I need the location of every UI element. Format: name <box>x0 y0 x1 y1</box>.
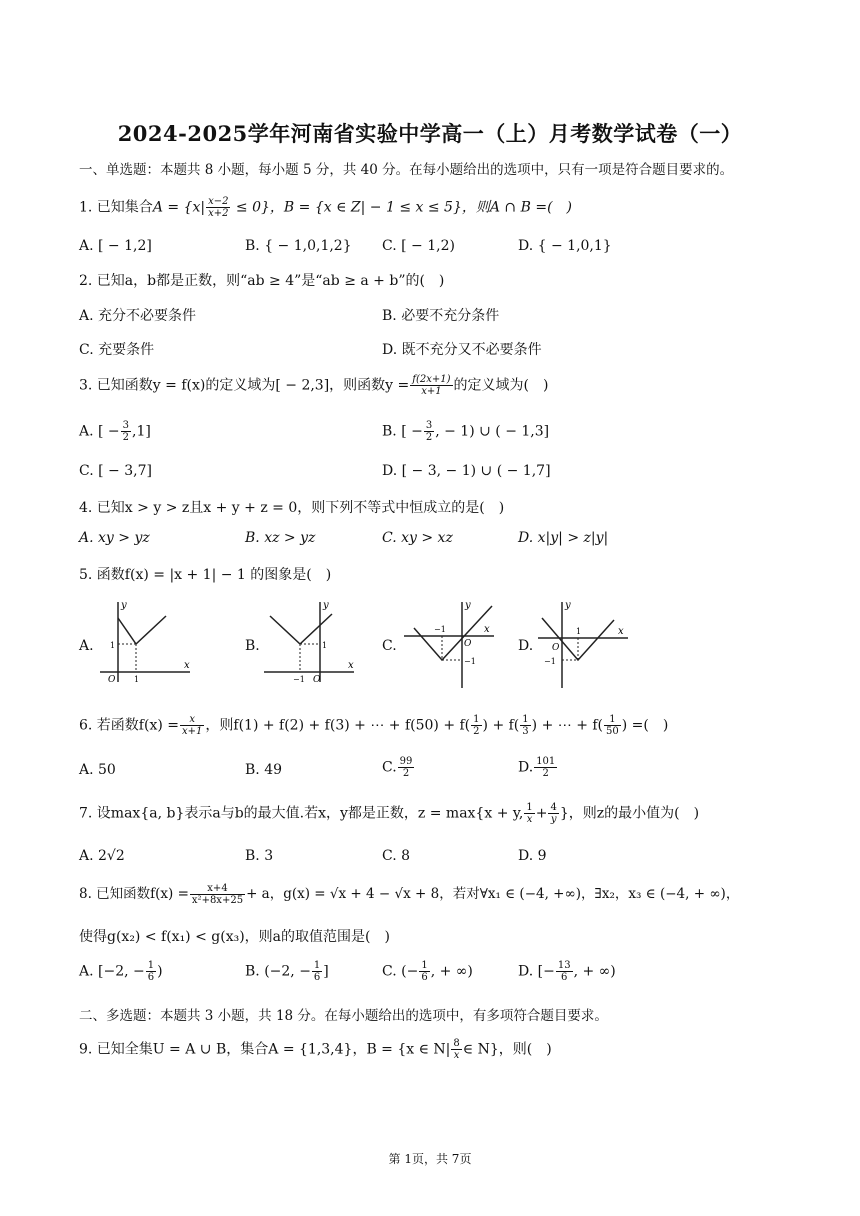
q2-option-b[interactable]: B. 必要不充分条件 <box>382 308 500 324</box>
q1-option-c[interactable]: C. [ − 1,2) <box>382 238 455 254</box>
question-8-stem: 8. 已知函数f(x) = $\frac{x+4}{\text{x²+8x+25}}$ + a，g(x) = √x + 4 − √x + 8，若对∀x₁ ∈ (−4, +∞)，∃x₂，x₃ ∈ (−4, + ∞)， <box>79 883 740 906</box>
question-2-stem: 2. 已知a，b都是正数，则“ab ≥ 4”是“ab ≥ a + b”的( ) <box>79 273 445 289</box>
y-axis-label: y <box>323 600 329 611</box>
q5-graph-c[interactable] <box>400 598 500 690</box>
q8-option-a[interactable]: A. [−2, − $\frac{1}{6}$ ) <box>79 960 163 983</box>
q6-option-b[interactable]: B. 49 <box>245 762 283 778</box>
question-9-stem: 9. 已知全集U = A ∪ B，集合A = {1,3,4}，B = {x ∈ N| $\frac{8}{x}$ ∈ N}，则( ) <box>79 1038 552 1061</box>
origin-label: O <box>552 643 560 653</box>
x-axis-label: x <box>618 626 624 637</box>
q8-option-d[interactable]: D. [− $\frac{13}{6}$ , + ∞) <box>518 960 616 983</box>
origin-label: O <box>464 639 472 649</box>
q4-option-d[interactable]: D. x|y| > z|y| <box>518 530 609 546</box>
q6-option-c[interactable]: C. $\frac{99}{2}$ <box>382 756 413 779</box>
origin-label: O <box>108 675 116 684</box>
q6-option-d[interactable]: D. $\frac{101}{2}$ <box>518 756 556 779</box>
q4-option-b[interactable]: B. xz > yz <box>245 530 316 546</box>
q8-option-b[interactable]: B. (−2, − $\frac{1}{6}$ ] <box>245 960 329 983</box>
fraction: $\frac{8}{x}$ <box>453 1038 460 1061</box>
section-1-heading: 一、单选题：本题共 8 小题，每小题 5 分，共 40 分。在每小题给出的选项中，只有一项是符合题目要求的。 <box>79 162 734 178</box>
q1-option-b[interactable]: B. { − 1,0,1,2} <box>245 238 352 254</box>
y-axis-label: y <box>465 600 471 611</box>
fraction: $\frac{3}{2}$ <box>122 420 130 443</box>
y-axis-label: y <box>121 600 127 611</box>
x-axis-label: x <box>484 624 490 635</box>
fraction: $\frac{1}{2}$ <box>473 714 480 737</box>
q3-option-d[interactable]: D. [ − 3, − 1) ∪ ( − 1,7] <box>382 463 551 479</box>
question-1-stem: 1. 已知集合A = {x| $\frac{x-2}{x+2}$ ≤ 0}，B = {x ∈ Z| − 1 ≤ x ≤ 5}，则A ∩ B =( ) <box>79 196 572 219</box>
fraction: $\frac{1}{x}$ <box>526 802 533 825</box>
fraction: $\frac{x}{x+1}$ <box>182 714 203 737</box>
q5-option-a-label[interactable]: A. <box>79 638 94 654</box>
q6-option-a[interactable]: A. 50 <box>79 762 116 778</box>
q7-option-a[interactable]: A. 2√2 <box>79 848 125 864</box>
question-5-stem: 5. 函数f(x) = |x + 1| − 1 的图象是( ) <box>79 567 332 583</box>
fraction: $\frac{13}{6}$ <box>557 960 571 983</box>
fraction: $\frac{99}{2}$ <box>399 756 413 779</box>
question-3-stem: 3. 已知函数y = f(x)的定义域为[ − 2,3]，则函数y = $\frac{f(2x+1)}{x+1}$ 的定义域为( ) <box>79 374 549 397</box>
fraction: $\frac{1}{6}$ <box>421 960 428 983</box>
x-axis-label: x <box>348 660 354 671</box>
q2-option-c[interactable]: C. 充要条件 <box>79 342 155 358</box>
tick-label: 1 <box>322 641 328 650</box>
q1-option-a[interactable]: A. [ − 1,2] <box>79 238 152 254</box>
fraction: $\frac{1}{50}$ <box>606 714 619 737</box>
tick-label: −1 <box>293 675 305 684</box>
question-7-stem: 7. 设max{a, b}表示a与b的最大值.若x，y都是正数，z = max{x + y, $\frac{1}{x}$ + $\frac{4}{y}$ }，则z的最小值为( ) <box>79 802 700 825</box>
y-axis-label: y <box>565 600 571 611</box>
tick-label: −1 <box>464 657 476 666</box>
fraction: $\frac{1}{3}$ <box>522 714 529 737</box>
q3-option-b[interactable]: B. [ − $\frac{3}{2}$ , − 1) ∪ ( − 1,3] <box>382 420 550 443</box>
fraction: $\frac{1}{6}$ <box>313 960 321 983</box>
section-2-heading: 二、多选题：本题共 3 小题，共 18 分。在每小题给出的选项中，有多项符合题目要求。 <box>79 1008 608 1024</box>
q2-option-a[interactable]: A. 充分不必要条件 <box>79 308 197 324</box>
tick-label: 1 <box>110 641 116 650</box>
q5-graph-d[interactable] <box>534 598 634 690</box>
q7-option-c[interactable]: C. 8 <box>382 848 411 864</box>
fraction: $\frac{x+4}{\text{x²+8x+25}}$ <box>191 883 244 906</box>
tick-label: 1 <box>134 675 140 684</box>
question-4-stem: 4. 已知x > y > z且x + y + z = 0，则下列不等式中恒成立的是( ) <box>79 500 505 516</box>
fraction: $\frac{1}{6}$ <box>147 960 155 983</box>
fraction: $\frac{x-2}{x+2}$ <box>208 196 229 219</box>
question-8-stem-line-2: 使得g(x₂) < f(x₁) < g(x₃)，则a的取值范围是( ) <box>79 929 390 945</box>
x-axis-label: x <box>184 660 190 671</box>
tick-label: −1 <box>434 625 446 634</box>
fraction: $\frac{3}{2}$ <box>425 420 433 443</box>
q1-option-d[interactable]: D. { − 1,0,1} <box>518 238 612 254</box>
q8-option-c[interactable]: C. (− $\frac{1}{6}$ , + ∞) <box>382 960 473 983</box>
q5-option-c-label[interactable]: C. <box>382 638 397 654</box>
question-6-stem: 6. 若函数f(x) = $\frac{x}{x+1}$ ，则f(1) + f(2) + f(3) + ⋯ + f(50) + f( $\frac{1}{2}$ ) + f( $\frac{1}{3}$ ) + ⋯ + f( $\frac{1}{50}$ ) =( ) <box>79 714 669 737</box>
origin-label: O <box>313 675 321 684</box>
tick-label: 1 <box>576 627 582 636</box>
exam-title: 2024-2025学年河南省实验中学高一（上）月考数学试卷（一） <box>117 121 743 146</box>
fraction: $\frac{101}{2}$ <box>536 756 556 779</box>
page-footer: 第 1页，共 7页 <box>388 1152 472 1166</box>
q4-option-c[interactable]: C. xy > xz <box>382 530 453 546</box>
q7-option-d[interactable]: D. 9 <box>518 848 547 864</box>
q5-graph-a[interactable] <box>96 598 196 684</box>
q7-option-b[interactable]: B. 3 <box>245 848 274 864</box>
q2-option-d[interactable]: D. 既不充分又不必要条件 <box>382 342 542 358</box>
fraction: $\frac{f(2x+1)}{x+1}$ <box>412 374 451 397</box>
fraction: $\frac{4}{y}$ <box>550 802 557 825</box>
q5-option-b-label[interactable]: B. <box>245 638 260 654</box>
q5-graph-b[interactable] <box>260 598 360 684</box>
q3-option-c[interactable]: C. [ − 3,7] <box>79 463 152 479</box>
q4-option-a[interactable]: A. xy > yz <box>79 530 150 546</box>
tick-label: −1 <box>544 657 556 666</box>
q3-option-a[interactable]: A. [ − $\frac{3}{2}$ ,1] <box>79 420 151 443</box>
q5-option-d-label[interactable]: D. <box>518 638 534 654</box>
